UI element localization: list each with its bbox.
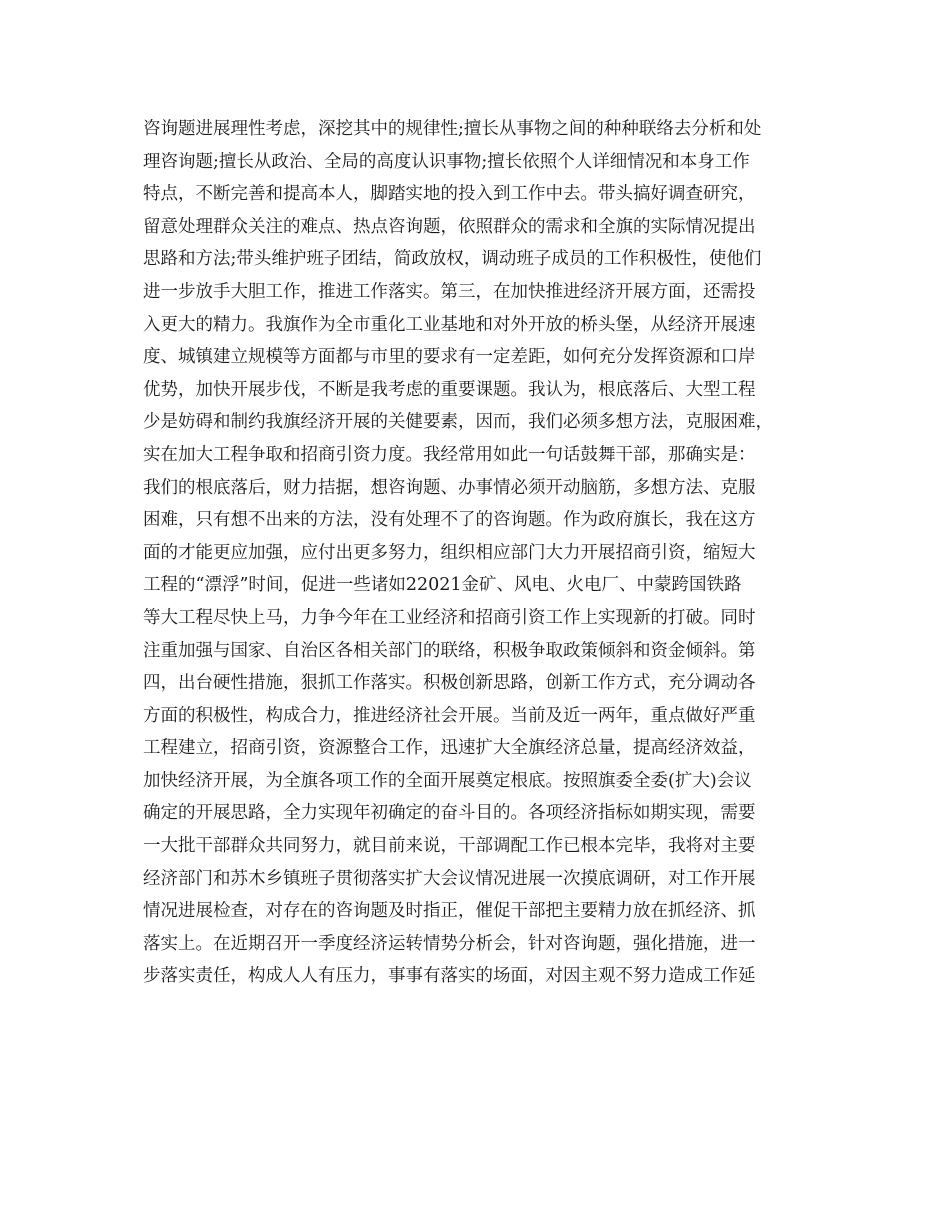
- text-line: 度、城镇建立规模等方面都与市里的要求有一定差距，如何充分发挥资源和口岸: [143, 347, 756, 368]
- text-line: 等大工程尽快上马，力争今年在工业经济和招商引资工作上实现新的打破。同时: [143, 607, 756, 628]
- text-line: 注重加强与国家、自治区各相关部门的联络，积极争取政策倾斜和资金倾斜。第: [143, 640, 756, 661]
- text-line: 加快经济开展，为全旗各项工作的全面开展奠定根底。按照旗委全委(扩大)会议: [143, 770, 752, 791]
- text-line: 面的才能更应加强，应付出更多努力，组织相应部门大力开展招商引资，缩短大: [143, 542, 756, 563]
- text-line: 思路和方法;带头维护班子团结，简政放权，调动班子成员的工作积极性，使他们: [143, 249, 762, 270]
- text-line: 进一步放手大胆工作，推进工作落实。第三，在加快推进经济开展方面，还需投: [143, 281, 756, 302]
- text-line: 少是妨碍和制约我旗经济开展的关健要素，因而，我们必须多想方法，克服困难，: [143, 412, 773, 433]
- text-line: 一大批干部群众共同努力，就目前来说，干部调配工作已根本完毕，我将对主要: [143, 836, 756, 857]
- text-line: 方面的积极性，构成合力，推进经济社会开展。当前及近一两年，重点做好严重: [143, 705, 756, 726]
- text-line: 实在加大工程争取和招商引资力度。我经常用如此一句话鼓舞干部，那确实是：: [143, 444, 756, 465]
- text-line: 四，出台硬性措施，狠抓工作落实。积极创新思路，创新工作方式，充分调动各: [143, 673, 756, 694]
- text-line: 特点，不断完善和提高本人，脚踏实地的投入到工作中去。带头搞好调查研究，: [143, 184, 756, 205]
- text-line: 工程建立，招商引资，资源整合工作，迅速扩大全旗经济总量，提高经济效益，: [143, 738, 756, 759]
- text-line: 落实上。在近期召开一季度经济运转情势分析会，针对咨询题，强化措施，进一: [143, 933, 756, 954]
- text-line: 入更大的精力。我旗作为全市重化工业基地和对外开放的桥头堡，从经济开展速: [143, 314, 756, 335]
- text-line: 经济部门和苏木乡镇班子贯彻落实扩大会议情况进展一次摸底调研，对工作开展: [143, 868, 756, 889]
- text-line: 优势，加快开展步伐，不断是我考虑的重要课题。我认为，根底落后、大型工程: [143, 379, 756, 400]
- text-line: 我们的根底落后，财力拮据，想咨询题、办事情必须开动脑筋，多想方法、克服: [143, 477, 756, 498]
- text-line: 咨询题进展理性考虑，深挖其中的规律性;擅长从事物之间的种种联络去分析和处: [143, 119, 762, 139]
- text-line: 工程的“漂浮”时间，促进一些诸如22021金矿、风电、火电厂、中蒙跨国铁路: [143, 575, 742, 596]
- text-line: 困难，只有想不出来的方法，没有处理不了的咨询题。作为政府旗长，我在这方: [143, 510, 756, 531]
- text-line: 留意处理群众关注的难点、热点咨询题，依照群众的需求和全旗的实际情况提出: [143, 216, 756, 237]
- text-line: 步落实责任，构成人人有压力，事事有落实的场面，对因主观不努力造成工作延: [143, 966, 756, 987]
- body-text: [143, 113, 813, 993]
- text-line: 确定的开展思路，全力实现年初确定的奋斗目的。各项经济指标如期实现，需要: [143, 803, 756, 824]
- text-line: 情况进展检查，对存在的咨询题及时指正，催促干部把主要精力放在抓经济、抓: [143, 901, 756, 922]
- text-line: 理咨询题;擅长从政治、全局的高度认识事物;擅长依照个人详细情况和本身工作: [143, 151, 750, 172]
